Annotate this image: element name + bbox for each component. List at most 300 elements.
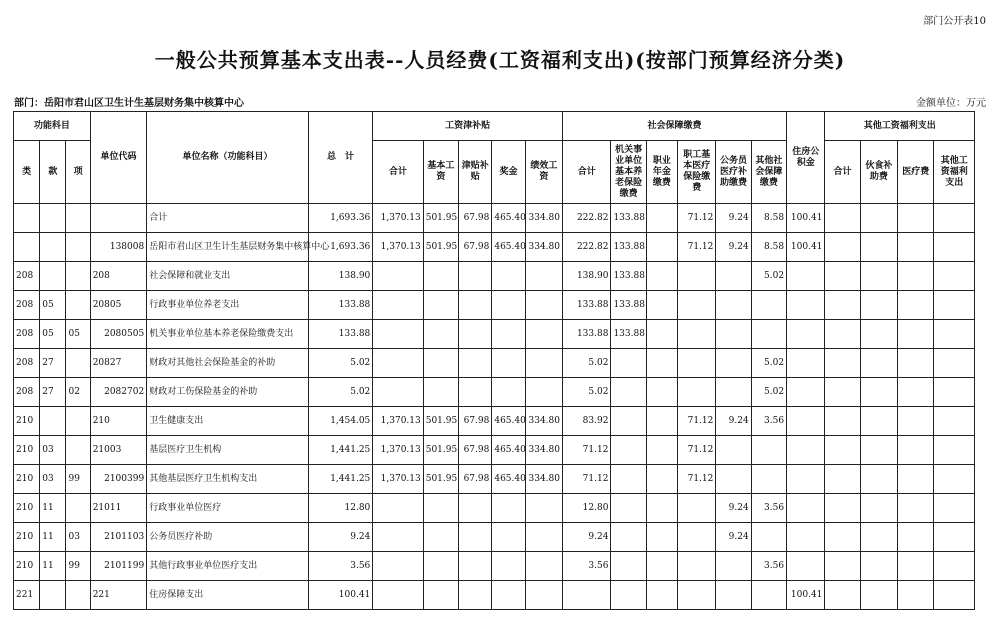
cell-name: 基层医疗卫生机构 [147,436,308,465]
cell-meal-allowance [860,523,897,552]
cell-section: 03 [40,465,66,494]
cell-class [14,233,40,262]
cell-section: 03 [40,436,66,465]
table-row [14,320,975,349]
header-basic-wage: 基本工资 [423,141,458,204]
cell-performance-wage [525,581,562,610]
cell-other-subtotal [825,204,860,233]
cell-section [40,262,66,291]
cell-wage-subtotal: 1,370.13 [373,407,423,436]
cell-medical-insurance: 71.12 [678,465,716,494]
cell-pension [611,465,646,494]
cell-class: 208 [14,378,40,407]
cell-bonus: 465.40 [492,407,525,436]
table-row [14,436,975,465]
cell-wage-subtotal [373,320,423,349]
cell-medical-fee [898,494,934,523]
cell-other-subtotal [825,291,860,320]
cell-performance-wage [525,523,562,552]
cell-code: 2082702 [90,378,147,407]
cell-bonus: 465.40 [492,465,525,494]
cell-total: 1,454.05 [308,407,373,436]
cell-bonus: 465.40 [492,436,525,465]
cell-medical-insurance: 71.12 [678,233,716,262]
cell-performance-wage: 334.80 [525,465,562,494]
cell-other-social [751,465,786,494]
cell-medical-insurance: 71.12 [678,204,716,233]
cell-class: 210 [14,436,40,465]
cell-housing-fund [787,407,825,436]
cell-other-subtotal [825,378,860,407]
cell-performance-wage [525,291,562,320]
cell-medical-insurance [678,494,716,523]
cell-section: 11 [40,494,66,523]
cell-item [66,349,90,378]
cell-allowance: 67.98 [459,436,492,465]
cell-code: 21011 [90,494,147,523]
header-bonus: 奖金 [492,141,525,204]
cell-other-welfare [934,320,975,349]
cell-meal-allowance [860,581,897,610]
cell-name: 财政对工伤保险基金的补助 [147,378,308,407]
cell-name: 社会保障和就业支出 [147,262,308,291]
cell-housing-fund [787,552,825,581]
cell-civil-medical: 9.24 [716,494,751,523]
cell-allowance [459,378,492,407]
cell-pension [611,581,646,610]
cell-annuity [646,581,677,610]
cell-medical-insurance: 71.12 [678,407,716,436]
cell-wage-subtotal [373,581,423,610]
cell-medical-fee [898,552,934,581]
cell-code: 2100399 [90,465,147,494]
cell-name: 财政对其他社会保险基金的补助 [147,349,308,378]
cell-annuity [646,349,677,378]
header-allowance: 津贴补贴 [459,141,492,204]
cell-pension: 133.88 [611,204,646,233]
cell-section: 27 [40,349,66,378]
cell-performance-wage [525,378,562,407]
cell-total: 1,693.36 [308,204,373,233]
cell-class: 210 [14,465,40,494]
cell-medical-insurance [678,552,716,581]
header-other-welfare: 其他工资福利支出 [934,141,975,204]
cell-code: 20827 [90,349,147,378]
cell-section [40,407,66,436]
cell-meal-allowance [860,291,897,320]
cell-social-subtotal: 133.88 [563,291,611,320]
cell-other-welfare [934,262,975,291]
cell-pension [611,523,646,552]
cell-performance-wage [525,320,562,349]
cell-medical-fee [898,581,934,610]
cell-performance-wage [525,552,562,581]
table-row [14,552,975,581]
cell-code: 21003 [90,436,147,465]
cell-name: 合计 [147,204,308,233]
cell-other-subtotal [825,523,860,552]
header-annuity: 职业年金缴费 [646,141,677,204]
cell-pension [611,552,646,581]
cell-wage-subtotal [373,552,423,581]
cell-basic-wage [423,262,458,291]
cell-other-welfare [934,436,975,465]
table-row [14,523,975,552]
cell-pension [611,494,646,523]
cell-other-welfare [934,494,975,523]
cell-total: 1,441.25 [308,436,373,465]
cell-item: 99 [66,465,90,494]
cell-civil-medical [716,378,751,407]
cell-name: 住房保障支出 [147,581,308,610]
cell-other-subtotal [825,552,860,581]
cell-basic-wage [423,523,458,552]
cell-allowance: 67.98 [459,407,492,436]
cell-housing-fund [787,436,825,465]
cell-performance-wage [525,349,562,378]
cell-code [90,204,147,233]
cell-section: 05 [40,320,66,349]
cell-other-social: 3.56 [751,494,786,523]
cell-annuity [646,465,677,494]
cell-wage-subtotal [373,494,423,523]
cell-performance-wage: 334.80 [525,233,562,262]
cell-other-subtotal [825,349,860,378]
cell-medical-fee [898,291,934,320]
cell-allowance [459,494,492,523]
table-row [14,349,975,378]
cell-item [66,262,90,291]
cell-other-subtotal [825,465,860,494]
cell-item: 03 [66,523,90,552]
cell-item [66,436,90,465]
cell-code: 20805 [90,291,147,320]
cell-wage-subtotal: 1,370.13 [373,436,423,465]
cell-civil-medical [716,262,751,291]
cell-wage-subtotal [373,262,423,291]
cell-other-welfare [934,552,975,581]
cell-housing-fund [787,378,825,407]
cell-housing-fund [787,523,825,552]
cell-other-subtotal [825,407,860,436]
header-civil-medical: 公务员医疗补助缴费 [716,141,751,204]
cell-housing-fund: 100.41 [787,233,825,262]
cell-meal-allowance [860,436,897,465]
cell-class: 208 [14,291,40,320]
cell-other-subtotal [825,494,860,523]
table-row [14,233,975,262]
cell-other-social: 5.02 [751,378,786,407]
header-class: 类 [14,141,40,204]
cell-code: 138008 [90,233,147,262]
cell-other-subtotal [825,233,860,262]
cell-wage-subtotal: 1,370.13 [373,233,423,262]
cell-item [66,233,90,262]
cell-code: 208 [90,262,147,291]
cell-annuity [646,523,677,552]
cell-civil-medical [716,320,751,349]
cell-meal-allowance [860,552,897,581]
cell-pension [611,436,646,465]
cell-total: 100.41 [308,581,373,610]
cell-allowance [459,581,492,610]
header-medical-insurance: 职工基本医疗保险缴费 [678,141,716,204]
cell-civil-medical: 9.24 [716,204,751,233]
table-row [14,291,975,320]
cell-item [66,204,90,233]
budget-table [13,111,975,610]
cell-medical-insurance [678,349,716,378]
cell-medical-fee [898,378,934,407]
header-housing-fund: 住房公积金 [787,112,825,204]
cell-other-welfare [934,349,975,378]
cell-section [40,233,66,262]
cell-allowance: 67.98 [459,465,492,494]
cell-section [40,204,66,233]
cell-wage-subtotal: 1,370.13 [373,204,423,233]
cell-housing-fund [787,465,825,494]
cell-medical-insurance [678,291,716,320]
cell-civil-medical: 9.24 [716,233,751,262]
header-unit-name: 单位名称（功能科目） [147,112,308,204]
cell-pension [611,349,646,378]
cell-other-welfare [934,378,975,407]
cell-bonus [492,494,525,523]
table-row [14,262,975,291]
cell-item: 02 [66,378,90,407]
cell-basic-wage: 501.95 [423,204,458,233]
cell-social-subtotal: 3.56 [563,552,611,581]
table-row [14,378,975,407]
cell-annuity [646,494,677,523]
cell-allowance [459,523,492,552]
cell-basic-wage [423,552,458,581]
cell-medical-insurance [678,378,716,407]
cell-pension: 133.88 [611,262,646,291]
table-number-label: 部门公开表10 [923,16,986,27]
cell-meal-allowance [860,233,897,262]
cell-name: 行政事业单位养老支出 [147,291,308,320]
cell-other-social [751,291,786,320]
cell-social-subtotal: 5.02 [563,378,611,407]
cell-class: 221 [14,581,40,610]
header-meal-allowance: 伙食补助费 [860,141,897,204]
cell-social-subtotal: 9.24 [563,523,611,552]
cell-allowance [459,349,492,378]
cell-total: 3.56 [308,552,373,581]
header-pension: 机关事业单位基本养老保险缴费 [611,141,646,204]
cell-social-subtotal: 222.82 [563,204,611,233]
cell-code: 210 [90,407,147,436]
cell-other-social [751,523,786,552]
cell-other-social: 3.56 [751,552,786,581]
cell-civil-medical: 9.24 [716,407,751,436]
cell-name: 行政事业单位医疗 [147,494,308,523]
department-label: 部门：岳阳市君山区卫生计生基层财务集中核算中心 [14,98,244,109]
cell-medical-insurance [678,320,716,349]
cell-total: 5.02 [308,349,373,378]
cell-civil-medical [716,465,751,494]
cell-performance-wage: 334.80 [525,204,562,233]
cell-basic-wage: 501.95 [423,407,458,436]
cell-annuity [646,407,677,436]
cell-civil-medical [716,436,751,465]
cell-other-social [751,581,786,610]
cell-bonus: 465.40 [492,204,525,233]
cell-civil-medical [716,349,751,378]
header-other-subtotal: 合计 [825,141,860,204]
cell-meal-allowance [860,378,897,407]
cell-other-social: 8.58 [751,233,786,262]
cell-allowance [459,552,492,581]
cell-annuity [646,204,677,233]
cell-medical-fee [898,436,934,465]
cell-bonus [492,291,525,320]
cell-medical-fee [898,523,934,552]
cell-basic-wage: 501.95 [423,233,458,262]
cell-annuity [646,291,677,320]
cell-code: 2101199 [90,552,147,581]
cell-social-subtotal: 138.90 [563,262,611,291]
cell-bonus [492,523,525,552]
cell-allowance [459,262,492,291]
cell-meal-allowance [860,465,897,494]
cell-item [66,407,90,436]
cell-other-welfare [934,581,975,610]
table-row [14,204,975,233]
cell-basic-wage: 501.95 [423,436,458,465]
cell-class [14,204,40,233]
cell-meal-allowance [860,262,897,291]
cell-social-subtotal: 71.12 [563,436,611,465]
cell-medical-fee [898,320,934,349]
cell-code: 2080505 [90,320,147,349]
cell-class: 210 [14,552,40,581]
cell-section: 11 [40,552,66,581]
amount-unit-label: 金额单位：万元 [916,98,986,109]
cell-pension [611,378,646,407]
cell-allowance: 67.98 [459,233,492,262]
cell-wage-subtotal [373,349,423,378]
cell-basic-wage [423,291,458,320]
cell-medical-fee [898,233,934,262]
cell-social-subtotal: 133.88 [563,320,611,349]
cell-name: 机关事业单位基本养老保险缴费支出 [147,320,308,349]
cell-basic-wage [423,581,458,610]
cell-item [66,291,90,320]
table-row [14,407,975,436]
cell-medical-insurance: 71.12 [678,436,716,465]
cell-bonus [492,581,525,610]
cell-bonus: 465.40 [492,233,525,262]
cell-medical-fee [898,349,934,378]
header-section: 款 [40,141,66,204]
cell-other-social: 3.56 [751,407,786,436]
cell-item [66,581,90,610]
page-title: 一般公共预算基本支出表--人员经费(工资福利支出)(按部门预算经济分类) [154,48,846,72]
header-wage-subtotal: 合计 [373,141,423,204]
table-row [14,581,975,610]
header-medical-fee: 医疗费 [898,141,934,204]
header-social-subtotal: 合计 [563,141,611,204]
header-func-subject: 功能科目 [14,112,91,141]
cell-civil-medical: 9.24 [716,523,751,552]
header-social-security: 社会保障缴费 [563,112,787,141]
cell-other-social [751,436,786,465]
cell-other-social: 5.02 [751,262,786,291]
cell-pension: 133.88 [611,291,646,320]
cell-annuity [646,262,677,291]
cell-allowance [459,320,492,349]
cell-annuity [646,320,677,349]
cell-other-social [751,320,786,349]
cell-basic-wage [423,378,458,407]
cell-annuity [646,233,677,262]
cell-medical-insurance [678,262,716,291]
cell-performance-wage [525,262,562,291]
cell-social-subtotal [563,581,611,610]
header-row-1 [14,112,975,141]
cell-class: 210 [14,523,40,552]
cell-item: 05 [66,320,90,349]
cell-bonus [492,320,525,349]
cell-housing-fund [787,349,825,378]
cell-civil-medical [716,552,751,581]
cell-medical-fee [898,465,934,494]
cell-social-subtotal: 12.80 [563,494,611,523]
header-wage-allowance: 工资津补贴 [373,112,563,141]
cell-other-welfare [934,233,975,262]
cell-meal-allowance [860,494,897,523]
cell-bonus [492,262,525,291]
cell-performance-wage: 334.80 [525,436,562,465]
cell-other-subtotal [825,581,860,610]
cell-other-subtotal [825,436,860,465]
header-total: 总 计 [308,112,373,204]
header-other-social: 其他社会保障缴费 [751,141,786,204]
cell-bonus [492,349,525,378]
cell-class: 210 [14,407,40,436]
cell-wage-subtotal: 1,370.13 [373,465,423,494]
cell-other-welfare [934,204,975,233]
cell-housing-fund [787,320,825,349]
cell-basic-wage [423,320,458,349]
cell-housing-fund: 100.41 [787,581,825,610]
cell-total: 133.88 [308,320,373,349]
table-row [14,465,975,494]
cell-annuity [646,378,677,407]
cell-basic-wage: 501.95 [423,465,458,494]
cell-civil-medical [716,291,751,320]
cell-other-welfare [934,523,975,552]
cell-pension [611,407,646,436]
cell-basic-wage [423,494,458,523]
cell-medical-insurance [678,523,716,552]
cell-medical-fee [898,262,934,291]
table-row [14,494,975,523]
cell-item: 99 [66,552,90,581]
cell-total: 9.24 [308,523,373,552]
cell-other-social: 8.58 [751,204,786,233]
cell-section [40,581,66,610]
header-performance-wage: 绩效工资 [525,141,562,204]
cell-item [66,494,90,523]
cell-housing-fund [787,494,825,523]
cell-meal-allowance [860,349,897,378]
cell-meal-allowance [860,204,897,233]
cell-name: 卫生健康支出 [147,407,308,436]
cell-meal-allowance [860,320,897,349]
